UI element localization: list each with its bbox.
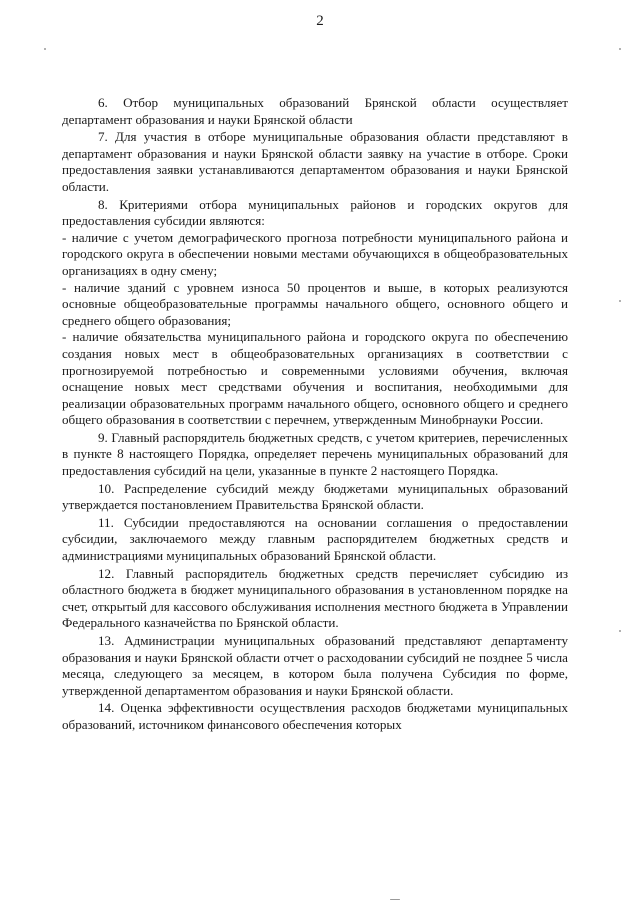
paragraph-8: 8. Критериями отбора муниципальных районов и городских округов для предоставления субсидии являются: [62, 196, 568, 229]
scan-speck [390, 899, 400, 900]
scan-speck [619, 300, 621, 302]
paragraph-9: 9. Главный распорядитель бюджетных средств, с учетом критериев, перечисленных в пункте 8 настоящего Порядка, определяет перечень муниципальных образований для предоставления субсидий на цели, указанные в пункте 2 настоящего Порядка. [62, 429, 568, 479]
criteria-item-2: - наличие зданий с уровнем износа 50 процентов и выше, в которых реализуются основные общеобразовательные программы начального общего, основного общего и среднего общего образования; [62, 279, 568, 328]
paragraph-10: 10. Распределение субсидий между бюджетами муниципальных образований утверждается постановлением Правительства Брянской области. [62, 480, 568, 513]
criteria-item-1: - наличие с учетом демографического прогноза потребности муниципального района и городского округа в обеспечении новыми местами обучающихся в общеобразовательных организациях в одну смену; [62, 229, 568, 278]
page-number: 2 [316, 13, 324, 29]
scan-speck [619, 630, 621, 632]
paragraph-7: 7. Для участия в отборе муниципальные образования области представляют в департамент образования и науки Брянской области заявку на участие в отборе. Сроки предоставления заявки устанавливаются департаментом образования и науки Брянской области. [62, 129, 568, 194]
paragraph-13: 13. Администрации муниципальных образований представляют департаменту образования и науки Брянской области отчет о расходовании субсидий не позднее 5 числа месяца, следующего за месяцем, в котором была получена Субсидия по форме, утвержденной департаментом образования и науки Брянской области. [62, 633, 568, 698]
scan-speck [619, 48, 621, 50]
document-body [62, 95, 568, 734]
criteria-item-3: - наличие обязательства муниципального района и городского округа по обеспечению создания новых мест в общеобразовательных организациях в соответствии с прогнозируемой потребностью и современными условиями обучения, включая оснащение новых мест средствами обучения и воспитания, необходимыми для реализации образовательных программ начального общего, основного общего и среднего общего образования в соответствии с перечнем, утвержденным Минобрнауки России. [62, 329, 568, 428]
paragraph-6: 6. Отбор муниципальных образований Брянской области осуществляет департамент образования и науки Брянской области [62, 95, 568, 127]
paragraph-12: 12. Главный распорядитель бюджетных средств перечисляет субсидию из областного бюджета в бюджет муниципального образования в установленном порядке на счет, открытый для кассового обслуживания исполнения местного бюджета в Управлении Федерального казначейства по Брянской области. [62, 565, 568, 631]
paragraph-11: 11. Субсидии предоставляются на основании соглашения о предоставлении субсидии, заключаемого между главным распорядителем бюджетных средств и администрациями муниципальных образований Брянской области. [62, 514, 568, 564]
paragraph-14: 14. Оценка эффективности осуществления расходов бюджетами муниципальных образований, источником финансового обеспечения которых [62, 700, 568, 732]
scan-speck [44, 48, 46, 50]
